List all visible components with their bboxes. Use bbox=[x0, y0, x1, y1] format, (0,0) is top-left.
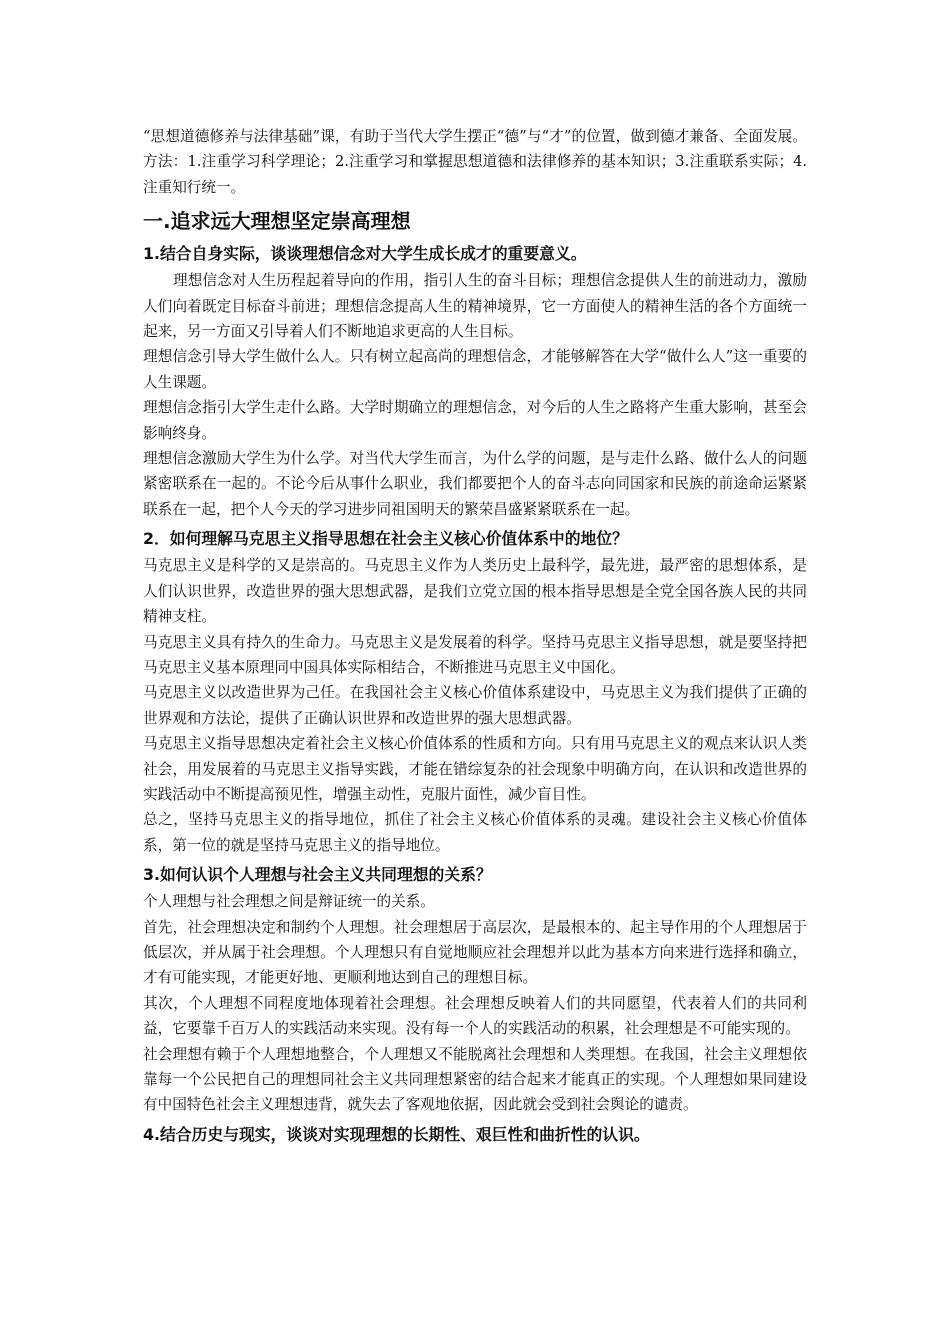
q1-paragraph: 理想信念对人生历程起着导向的作用，指引人生的奋斗目标；理想信念提供人生的前进动力，激励人们向着既定目标奋斗前进；理想信念提高人生的精神境界，它一方面使人的精神生活的各个方面统一起来，另一方面又引导着人们不断地追求更高的人生目标。 bbox=[143, 272, 807, 341]
q1-paragraph: 理想信念引导大学生做什么人。只有树立起高尚的理想信念，才能够解答在大学“做什么人”这一重要的人生课题。 bbox=[143, 348, 807, 391]
document-body bbox=[143, 124, 807, 1149]
q3-paragraph: 社会理想有赖于个人理想地整合，个人理想又不能脱离社会理想和人类理想。在我国，社会主义理想依靠每一个公民把自己的理想同社会主义共同理想紧密的结合起来才能真正的实现。个人理想如果同建设有中国特色社会主义理想违背，就失去了客观地依据，因此就会受到社会舆论的谴责。 bbox=[143, 1045, 807, 1114]
section-heading: 一.追求远大理想坚定崇高理想 bbox=[143, 209, 411, 234]
question-2-heading: 2．如何理解马克思主义指导思想在社会主义核心价值体系中的地位？ bbox=[143, 529, 628, 549]
q2-paragraph: 马克思主义具有持久的生命力。马克思主义是发展着的科学。坚持马克思主义指导思想，就是要坚持把马克思主义基本原理同中国具体实际相结合，不断推进马克思主义中国化。 bbox=[143, 633, 807, 676]
q2-paragraph: 马克思主义是科学的又是崇高的。马克思主义作为人类历史上最科学，最先进，最严密的思想体系，是人们认识世界，改造世界的强大思想武器，是我们立党立国的根本指导思想是全党全国各族人民的共同精神支柱。 bbox=[143, 557, 807, 626]
q3-paragraph: 其次，个人理想不同程度地体现着社会理想。社会理想反映着人们的共同愿望，代表着人们的共同利益，它要靠千百万人的实践活动来实现。没有每一个人的实践活动的积累，社会理想是不可能实现的。 bbox=[143, 994, 807, 1038]
q3-paragraph: 个人理想与社会理想之间是辩证统一的关系。 bbox=[143, 893, 435, 911]
question-1-heading: 1.结合自身实际，谈谈理想信念对大学生成长成才的重要意义。 bbox=[143, 244, 587, 264]
question-4-heading: 4.结合历史与现实，谈谈对实现理想的长期性、艰巨性和曲折性的认识。 bbox=[143, 1124, 650, 1144]
q2-paragraph: 马克思主义以改造世界为己任。在我国社会主义核心价值体系建设中，马克思主义为我们提供了正确的世界观和方法论，提供了正确认识世界和改造世界的强大思想武器。 bbox=[143, 684, 807, 727]
q2-paragraph: 总之，坚持马克思主义的指导地位，抓住了社会主义核心价值体系的灵魂。建设社会主义核心价值体系，第一位的就是坚持马克思主义的指导地位。 bbox=[143, 811, 807, 854]
q3-paragraph: 首先，社会理想决定和制约个人理想。社会理想居于高层次，是最根本的、起主导作用的个人理想居于低层次，并从属于社会理想。个人理想只有自觉地顺应社会理想并以此为基本方向来进行选择和确立，才有可能实现，才能更好地、更顺利地达到自己的理想目标。 bbox=[143, 918, 807, 987]
intro-paragraph: “思想道德修养与法律基础”课，有助于当代大学生摆正“德”与“才”的位置，做到德才兼备、全面发展。方法：1.注重学习科学理论；2.注重学习和掌握思想道德和法律修养的基本知识；3.注重联系实际；4.注重知行统一。 bbox=[143, 128, 807, 196]
q1-paragraph: 理想信念指引大学生走什么路。大学时期确立的理想信念，对今后的人生之路将产生重大影响，甚至会影响终身。 bbox=[143, 399, 807, 442]
q1-paragraph: 理想信念激励大学生为什么学。对当代大学生而言，为什么学的问题，是与走什么路、做什么人的问题紧密联系在一起的。不论今后从事什么职业，我们都要把个人的奋斗志向同国家和民族的前途命运紧紧联系在一起，把个人今天的学习进步同祖国明天的繁荣昌盛紧紧联系在一起。 bbox=[143, 450, 807, 518]
question-3-heading: 3.如何认识个人理想与社会主义共同理想的关系？ bbox=[143, 865, 492, 885]
q2-paragraph: 马克思主义指导思想决定着社会主义核心价值体系的性质和方向。只有用马克思主义的观点来认识人类社会，用发展着的马克思主义指导实践，才能在错综复杂的社会现象中明确方向，在认识和改造世界的实践活动中不断提高预见性，增强主动性，克服片面性，减少盲目性。 bbox=[143, 735, 807, 803]
